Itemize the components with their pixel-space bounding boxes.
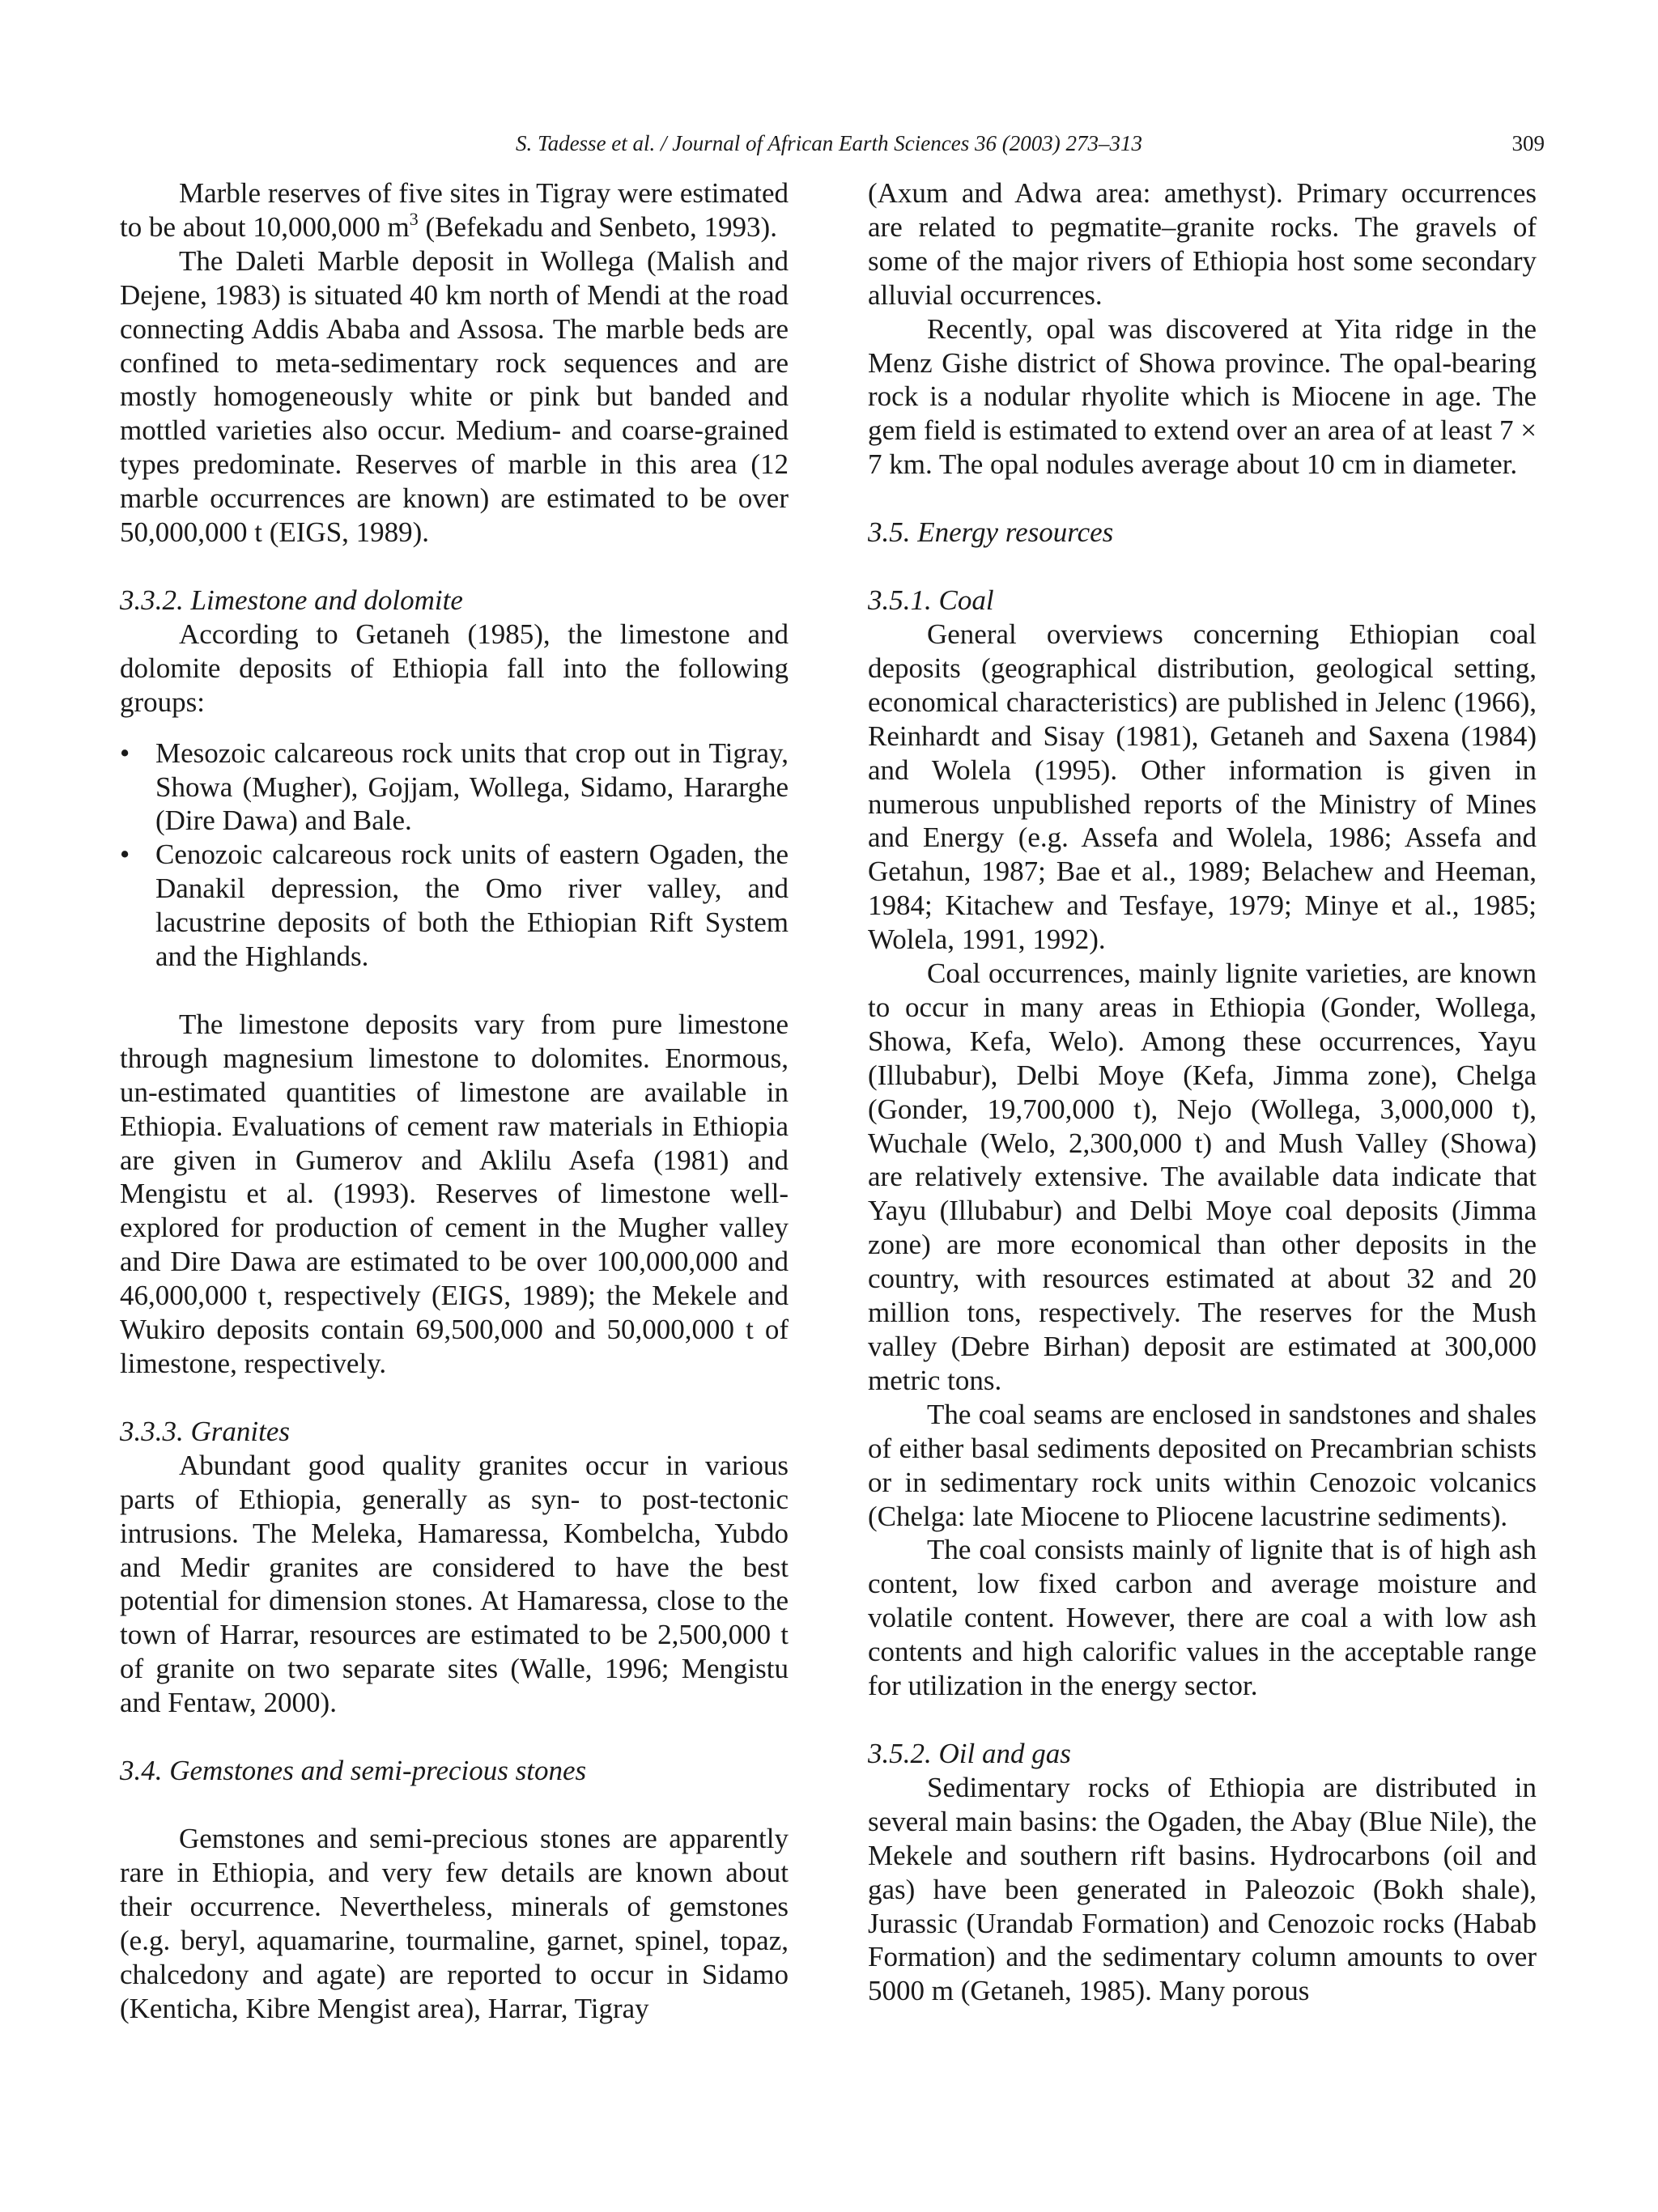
spacer (120, 550, 789, 584)
list-item: • Mesozoic calcareous rock units that crop out in Tigray, Showa (Mugher), Gojjam, Wollega, Sidamo, Hararghe (Dire Dawa) and Bale. (120, 737, 789, 837)
spacer (120, 720, 789, 737)
spacer (120, 974, 789, 1008)
running-head (0, 131, 1658, 163)
heading-coal: 3.5.1. Coal (868, 584, 994, 617)
paragraph-coal-seams: The coal seams are enclosed in sandstones and shales of either basal sediments deposited on Precambrian schists or in sedimentary rock units within Cenozoic volcanics (Chelga: late Miocene to Pliocene lacustrine sediments). (868, 1398, 1537, 1532)
paragraph-opal: Recently, opal was discovered at Yita ridge in the Menz Gishe district of Showa province. The opal-bearing rock is a nodular rhyolite which is Miocene in age. The gem field is estimated to extend over an area of at least 7 × 7 km. The opal nodules average about 10 cm in diameter. (868, 312, 1537, 481)
bullet-icon: • (120, 737, 130, 769)
journal-citation: S. Tadesse et al. / Journal of African Earth Sciences 36 (2003) 273–313 (516, 131, 1142, 155)
paragraph-limestone-intro: According to Getaneh (1985), the limestone and dolomite deposits of Ethiopia fall into the following groups: (120, 618, 789, 718)
paragraph-oil-gas: Sedimentary rocks of Ethiopia are distributed in several main basins: the Ogaden, the Abay (Blue Nile), the Mekele and southern rift basins. Hydrocarbons (oil and gas) have been generated in Paleozoic (Bokh shale), Jurassic (Urandab Formation) and Cenozoic rocks (Habab Formation) and the sedimentary column amounts to over 5000 m (Getaneh, 1985). Many porous (868, 1771, 1537, 2007)
bullet-icon: • (120, 839, 130, 871)
heading-granites: 3.3.3. Granites (120, 1415, 290, 1447)
spacer (120, 1381, 789, 1415)
heading-gemstones: 3.4. Gemstones and semi-precious stones (120, 1755, 587, 1787)
left-column (120, 176, 789, 2025)
paragraph-gemstones-continued: (Axum and Adwa area: amethyst). Primary occurrences are related to pegmatite–granite rocks. The gravels of some of the major rivers of Ethiopia host some secondary alluvial occurrences. (868, 177, 1537, 311)
paragraph-daleti-marble: The Daleti Marble deposit in Wollega (Malish and Dejene, 1983) is situated 40 km north of Mendi at the road connecting Addis Ababa and Assosa. The marble beds are confined to meta-sedimentary rock sequences and are mostly homogeneously white or pink but banded and mottled varieties also occur. Medium- and coarse-grained types predominate. Reserves of marble in this area (12 marble occurrences are known) are estimated to be over 50,000,000 t (EIGS, 1989). (120, 244, 789, 549)
paragraph-granites: Abundant good quality granites occur in various parts of Ethiopia, generally as syn- to post-tectonic intrusions. The Meleka, Hamaressa, Kombelcha, Yubdo and Medir granites are considered to have the best potential for dimension stones. At Hamaressa, close to the town of Harrar, resources are estimated to be 2,500,000 t of granite on two separate sites (Walle, 1996; Mengistu and Fentaw, 2000). (120, 1449, 789, 1719)
heading-energy-resources: 3.5. Energy resources (868, 516, 1114, 549)
spacer (120, 1720, 789, 1754)
superscript-3: 3 (409, 208, 419, 229)
paragraph-gemstones: Gemstones and semi-precious stones are apparently rare in Ethiopia, and very few details are known about their occurrence. Nevertheless, minerals of gemstones (e.g. beryl, aquamarine, tourmaline, garnet, spinel, topaz, chalcedony and agate) are reported to occur in Sidamo (Kenticha, Kibre Mengist area), Harrar, Tigray (120, 1822, 789, 2024)
right-column (868, 176, 1537, 2008)
paragraph-coal-overview: General overviews concerning Ethiopian coal deposits (geographical distribution, geological setting, economical characteristics) are published in Jelenc (1966), Reinhardt and Sisay (1981), Getaneh and Saxena (1984) and Wolela (1995). Other information is given in numerous unpublished reports of the Ministry of Mines and Energy (e.g. Assefa and Wolela, 1986; Assefa and Getahun, 1987; Bae et al., 1989; Belachew and Heeman, 1984; Kitachew and Tesfaye, 1979; Minye et al., 1985; Wolela, 1991, 1992). (868, 618, 1537, 956)
paragraph-limestone-deposits: The limestone deposits vary from pure limestone through magnesium limestone to dolomites. Enormous, un-estimated quantities of limestone are available in Ethiopia. Evaluations of cement raw materials in Ethiopia are given in Gumerov and Aklilu Asefa (1981) and Mengistu et al. (1993). Reserves of limestone well-explored for production of cement in the Mugher valley and Dire Dawa are estimated to be over 100,000,000 and 46,000,000 t, respectively (EIGS, 1989); the Mekele and Wukiro deposits contain 69,500,000 and 50,000,000 t of limestone, respectively. (120, 1008, 789, 1379)
list-item: • Cenozoic calcareous rock units of eastern Ogaden, the Danakil depression, the Omo river valley, and lacustrine deposits of both the Ethiopian Rift System and the Highlands. (120, 839, 789, 973)
heading-limestone-dolomite: 3.3.2. Limestone and dolomite (120, 584, 463, 616)
paragraph-coal-occurrences: Coal occurrences, mainly lignite varieties, are known to occur in many areas in Ethiopia (Gonder, Wollega, Showa, Kefa, Welo). Among these occurrences, Yayu (Illubabur), Delbi Moye (Kefa, Jimma zone), Chelga (Gonder, 19,700,000 t), Nejo (Wollega, 3,000,000 t), Wuchale (Welo, 2,300,000 t) and Mush Valley (Showa) are relatively extensive. The available data indicate that Yayu (Illubabur) and Delbi Moye coal deposits (Jimma zone) are more economical than other deposits in the country, with resources estimated at about 32 and 20 million tons, respectively. The reserves for the Mush valley (Debre Birhan) deposit are estimated at 300,000 metric tons. (868, 957, 1537, 1396)
spacer (868, 1703, 1537, 1737)
page-number: 309 (1511, 131, 1545, 155)
limestone-group-list (120, 737, 789, 974)
spacer (868, 550, 1537, 584)
heading-oil-gas: 3.5.2. Oil and gas (868, 1737, 1071, 1769)
spacer (120, 1788, 789, 1822)
spacer (868, 482, 1537, 516)
paragraph-coal-quality: The coal consists mainly of lignite that is of high ash content, low fixed carbon and average moisture and volatile content. However, there are coal a with low ash contents and high calorific values in the acceptable range for utilization in the energy sector. (868, 1534, 1537, 1702)
paragraph-marble-tigray: Marble reserves of five sites in Tigray were estimated to be about 10,000,000 $m^3$ (Befekadu and Senbeto, 1993). (120, 177, 789, 243)
